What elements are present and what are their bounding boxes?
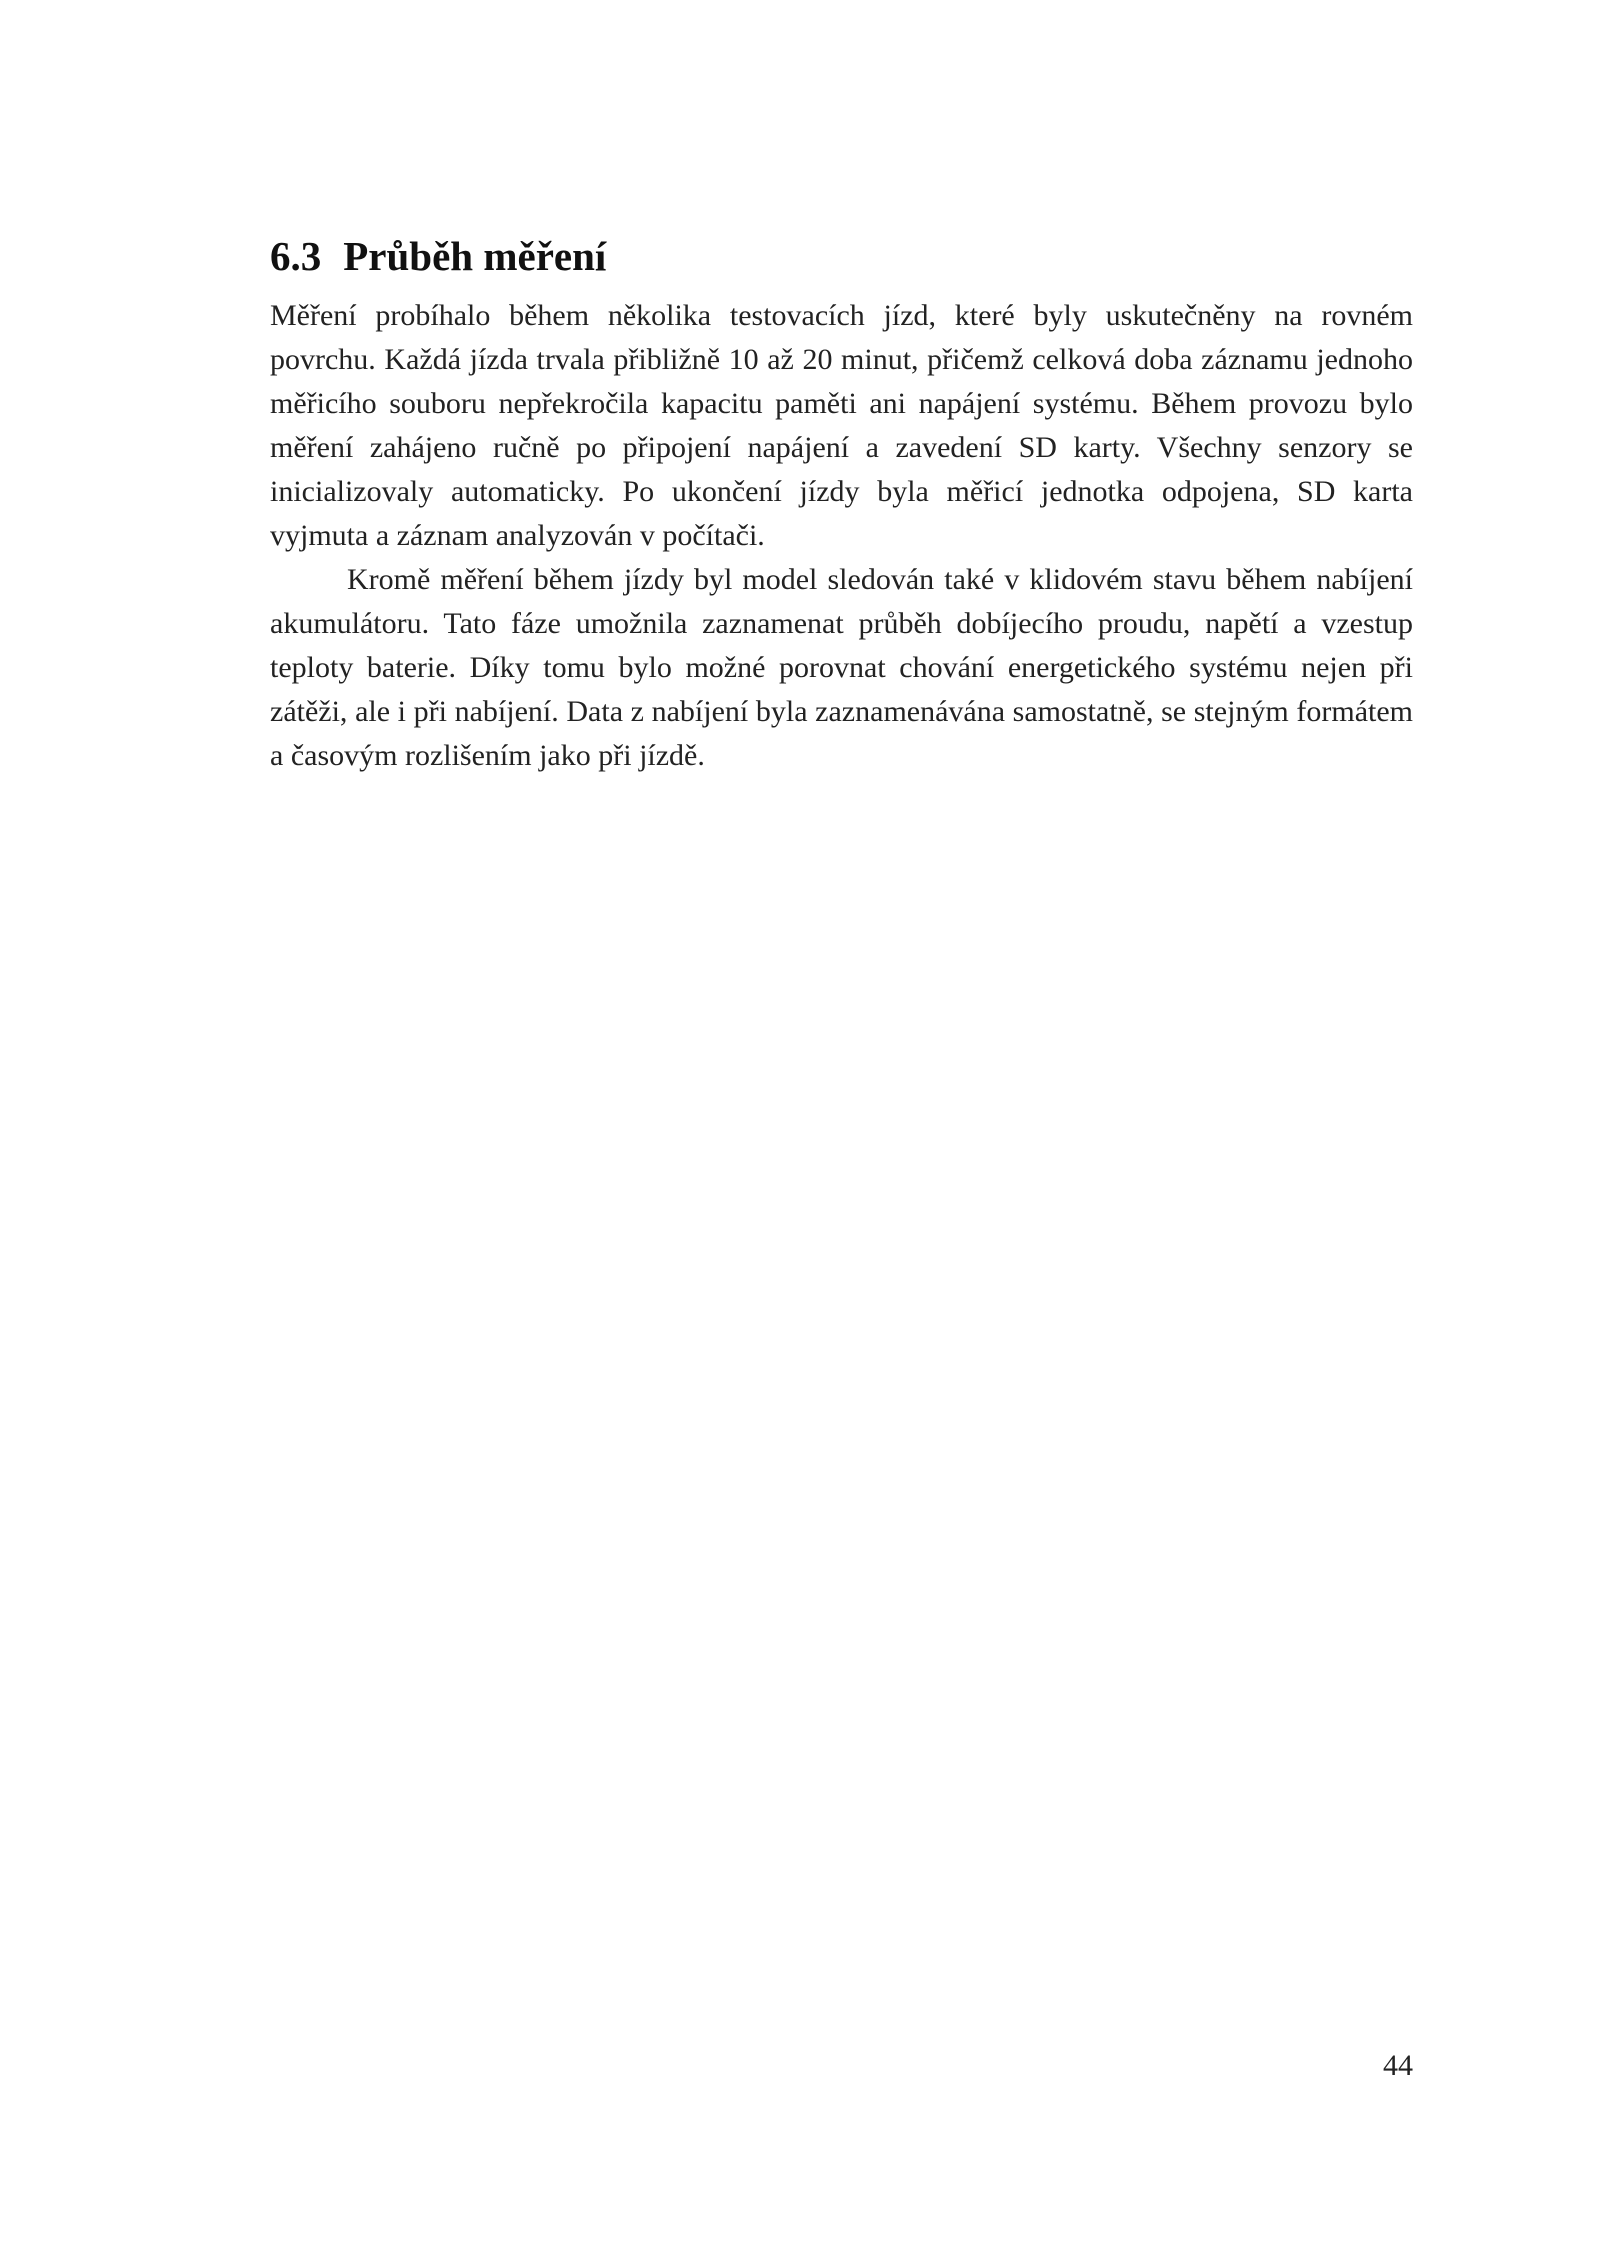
- section-heading: [270, 228, 1413, 284]
- section-number: 6.3: [270, 233, 322, 279]
- page-number: 44: [1383, 2049, 1413, 2082]
- body-paragraph-2: Kromě měření během jízdy byl model sledován také v klidovém stavu během nabíjení akumulátoru. Tato fáze umožnila zaznamenat průběh dobíjecího proudu, napětí a vzestup teploty baterie. Díky tomu bylo možné porovnat chování energetického systému nejen při zátěži, ale i při nabíjení. Data z nabíjení byla zaznamenávána samostatně, se stejným formátem a časovým rozlišením jako při jízdě.: [270, 563, 1413, 772]
- page-content: [270, 228, 1413, 778]
- section-title: Průběh měření: [343, 233, 607, 279]
- body-paragraph-1: Měření probíhalo během několika testovacích jízd, které byly uskutečněny na rovném povrchu. Každá jízda trvala přibližně 10 až 20 minut, přičemž celková doba záznamu jednoho měřicího souboru nepřekročila kapacitu paměti ani napájení systému. Během provozu bylo měření zahájeno ručně po připojení napájení a zavedení SD karty. Všechny senzory se inicializovaly automaticky. Po ukončení jízdy byla měřicí jednotka odpojena, SD karta vyjmuta a záznam analyzován v počítači.: [270, 299, 1413, 552]
